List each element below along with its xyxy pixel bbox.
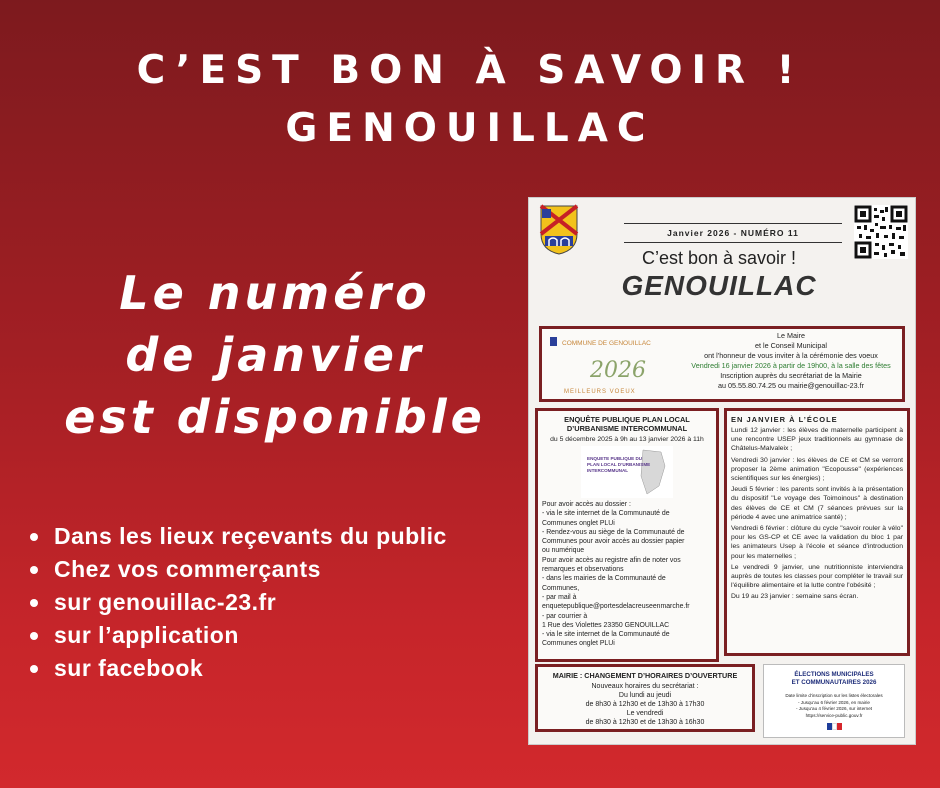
svg-text:PLAN LOCAL D’URBANISME: PLAN LOCAL D’URBANISME bbox=[587, 462, 651, 467]
headline-line2: GENOUILLAC bbox=[285, 106, 655, 151]
invitation-text: Le Maire et le Conseil Municipal ont l’honneur de vous inviter à la cérémonie des voeux Vendredi 16 janvier 2026 à partir de 19h00, à la salle des fêtes Inscription auprès du secrétariat de la Mairie au 05.55.80.74.25 ou mairie@genouillac-23.fr bbox=[691, 331, 891, 390]
elections-body: Date limite d’inscription sur les listes électorales - Jusqu’au 6 février 2026, en mairie - Jusqu’au 4 février 2026, sur internet https://service-public.gouv.fr bbox=[785, 693, 883, 718]
mairie-body: Nouveaux horaires du secrétariat : Du lundi au jeudi de 8h30 à 12h30 et de 13h30 à 17h30 Le vendredi de 8h30 à 12h30 et de 13h30 à 16h30 bbox=[585, 683, 705, 726]
svg-text:ENQUETE PUBLIQUE DU: ENQUETE PUBLIQUE DU bbox=[587, 456, 643, 461]
mairie-title: MAIRIE : CHANGEMENT D’HORAIRES D’OUVERTURE bbox=[552, 671, 738, 680]
ecole-body: Lundi 12 janvier : les élèves de maternelle participent à une rencontre USEP jeux traditionnels au gymnase de Châtelus-Malvaleix ; Vendredi 30 janvier : les élèves de CE et CM se verront proposer la 2ème animation "Ecopousse" (expériences scientifiques sur les énergies) ; Jeudi 5 février : les parents sont invités à la présentation du dispositif "Le voyage des Toimoinous" à destination des élèves de CE et CM (7 séances prévues sur la période 4 avec une animatrice santé) ; Vendredi 6 février : clôture du cycle "savoir rouler à vélo" pour les GS-CP et CE avec la validation du bloc 1 par les animateurs Usep à l'école et séance d'introduction pour les maternelles ; Le vendredi 9 janvier, une nutritionniste interviendra auprès de toutes les classes pour compléter le travail sur l'équilibre alimentaire et la lutte contre l'obésité ; Du 19 au 23 janvier : semaine sans écran. bbox=[731, 427, 903, 601]
tagline bbox=[40, 262, 510, 448]
enquete-title: ENQUÊTE PUBLIQUE PLAN LOCAL D’URBANISME INTERCOMMUNAL bbox=[564, 415, 690, 433]
bullet-icon bbox=[30, 599, 38, 607]
list-item: Dans les lieux reçevants du public bbox=[30, 520, 530, 553]
elections-title: ÉLECTIONS MUNICIPALES ET COMMUNAUTAIRES 2026 bbox=[791, 671, 877, 686]
newsletter-subtitle: C’est bon à savoir ! bbox=[641, 248, 797, 268]
list-item: sur facebook bbox=[30, 652, 530, 685]
tagline-line3: est disponible bbox=[64, 390, 486, 444]
mairie-box bbox=[535, 664, 755, 732]
tagline-line1: Le numéro bbox=[119, 266, 431, 320]
list-item: Chez vos commerçants bbox=[30, 553, 530, 586]
ecole-box bbox=[724, 408, 910, 656]
newsletter-preview bbox=[528, 197, 916, 745]
elections-box bbox=[763, 664, 905, 738]
issue-bar: Janvier 2026 - NUMÉRO 11 bbox=[624, 223, 842, 243]
coat-of-arms-icon bbox=[539, 204, 579, 256]
qr-code-icon bbox=[854, 205, 908, 259]
wishes-label: MEILLEURS VOEUX bbox=[564, 389, 636, 395]
enquete-box bbox=[535, 408, 719, 662]
tagline-line2: de janvier bbox=[125, 328, 425, 382]
ecole-title: EN JANVIER À L’ÉCOLE bbox=[731, 415, 838, 424]
enquete-dates: du 5 décembre 2025 à 9h au 13 janvier 2026 à 11h bbox=[550, 436, 704, 443]
invitation-box bbox=[539, 326, 905, 402]
availability-list bbox=[30, 520, 530, 685]
wishes-logo-icon bbox=[548, 335, 676, 397]
bullet-icon bbox=[30, 566, 38, 574]
wishes-year: 2026 bbox=[590, 358, 646, 383]
enquete-poster-icon bbox=[581, 446, 673, 498]
french-flag-icon bbox=[764, 723, 904, 730]
bullet-icon bbox=[30, 533, 38, 541]
list-item: sur genouillac-23.fr bbox=[30, 586, 530, 619]
svg-text:INTERCOMMUNAL: INTERCOMMUNAL bbox=[587, 468, 629, 473]
bullet-icon bbox=[30, 665, 38, 673]
bullet-icon bbox=[30, 632, 38, 640]
headline bbox=[0, 42, 940, 158]
newsletter-title: GENOUILLAC bbox=[621, 270, 817, 301]
enquete-body: Pour avoir accès au dossier : - via le site internet de la Communauté de Communes onglet PLUi - Rendez-vous au siège de la Communauté de Communes pour avoir accès au dossier papier ou numérique Pour avoir accès au registre afin de noter vos remarques et observations - dans les mairies de la Communauté de Communes, - par mail à enquetepublique@portesdelacreuseenmarche.fr - par courrier à 1 Rue des Violettes 23350 GENOUILLAC - via le site internet de la Communauté de Communes onglet PLUi bbox=[542, 501, 690, 648]
commune-label: COMMUNE DE GENOUILLAC bbox=[562, 340, 651, 347]
list-item: sur l’application bbox=[30, 619, 530, 652]
headline-line1: C’EST BON À SAVOIR ! bbox=[136, 48, 804, 93]
